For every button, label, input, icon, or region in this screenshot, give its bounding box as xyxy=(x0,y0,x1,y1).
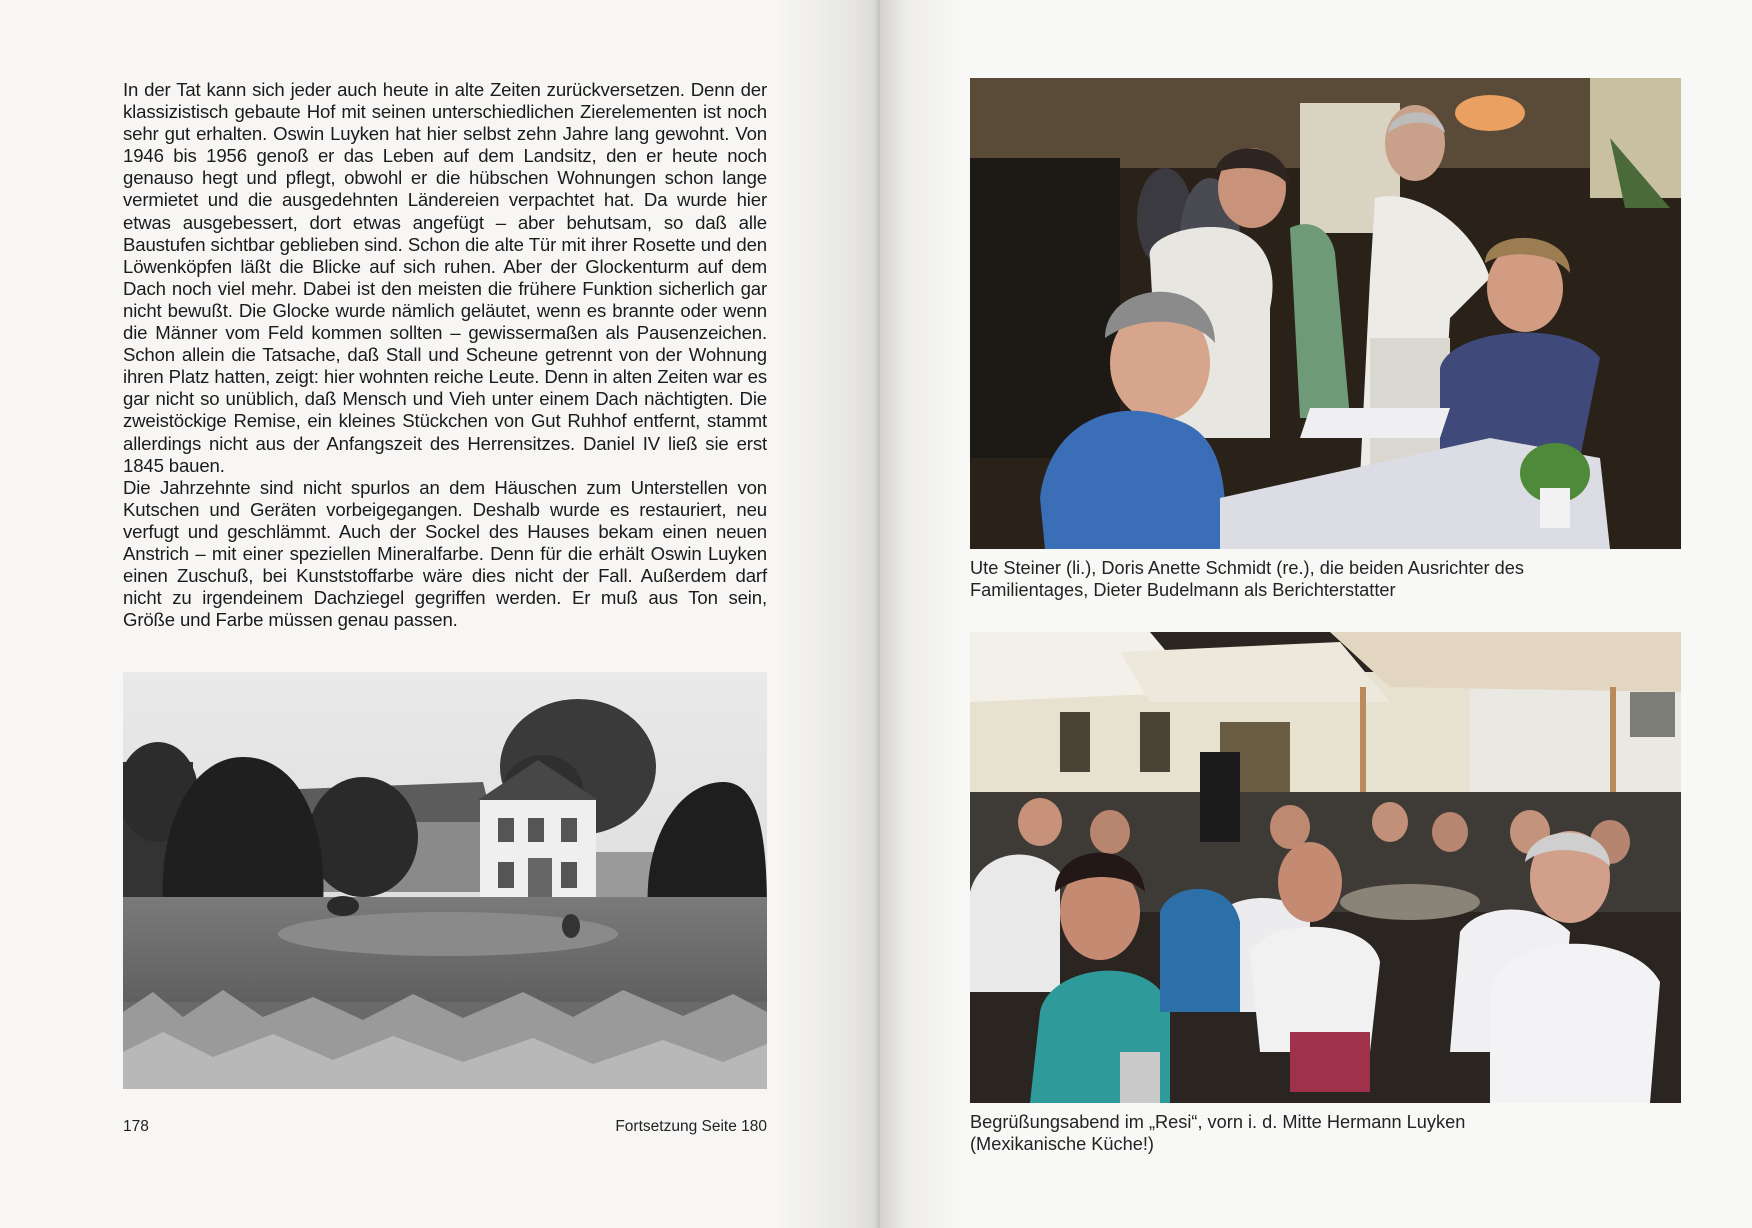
caption-organizers-line-1: Ute Steiner (li.), Doris Anette Schmidt (re.), die beiden Ausrichter des xyxy=(970,558,1524,578)
welcome-evening-resi-photo xyxy=(970,632,1681,1103)
caption-welcome-line-1: Begrüßungsabend im „Resi“, vorn i. d. Mitte Hermann Luyken xyxy=(970,1112,1466,1132)
page-number: 178 xyxy=(123,1118,149,1135)
paragraph-1: In der Tat kann sich jeder auch heute in alte Zeiten zurückversetzen. Denn der klassizistisch gebaute Hof mit seinen unterschiedlichen Zierelementen ist noch sehr gut erhalten. Oswin Luyken hat hier selbst zehn Jahre lang gewohnt. Von 1946 bis 1956 genoß er das Leben auf dem Landsitz, den er heute noch genauso hegt und pflegt, obwohl er die hübschen Wohnungen schon lange vermietet und die ausgedehnten Ländereien verpachtet hat. Da wurde hier etwas ausgebessert, dort etwas angefügt – aber behutsam, so daß alle Baustufen sichtbar geblieben sind. Schon die alte Tür mit ihrer Rosette und den Löwenköpfen läßt die Blicke auf sich ruhen. Aber der Glockenturm auf dem Dach noch viel mehr. Dabei ist den meisten die frühere Funktion sicherlich gar nicht bewußt. Die Glocke wurde nämlich geläutet, wenn es brannte oder wenn die Männer vom Feld kommen sollten – gewissermaßen als Pausenzeichen. Schon allein die Tatsache, daß Stall und Scheune getrennt von der Wohnung ihren Platz hatten, zeigt: hier wohnten reiche Leute. Denn in alten Zeiten war es gar nicht so unüblich, daß Mensch und Vieh unter einem Dach nächtigten. Die zweistöckige Remise, ein kleines Stückchen von Gut Ruhhof entfernt, stammt allerdings nicht aus der Anfangszeit des Herrensitzes. Daniel IV ließ sie erst 1845 bauen. xyxy=(123,79,767,476)
article-body xyxy=(123,79,767,631)
continuation-note: Fortsetzung Seite 180 xyxy=(615,1118,767,1135)
caption-welcome-line-2: (Mexikanische Küche!) xyxy=(970,1134,1154,1154)
caption-welcome-evening xyxy=(970,1111,1690,1155)
paragraph-2: Die Jahrzehnte sind nicht spurlos an dem Häuschen zum Unterstellen von Kutschen und Geräten vorbeigegangen. Deshalb wurde es restauriert, neu verfugt und geschlämmt. Auch der Sockel des Hauses bekam einen neuen Anstrich – mit einer speziellen Mineralfarbe. Denn für die erhält Oswin Luyken einen Zuschuß, bei Kunststoffarbe wäre dies nicht der Fall. Außerdem darf nicht zu irgendeinem Dachziegel gegriffen werden. Er muß aus Ton sein, Größe und Farbe müssen genau passen. xyxy=(123,476,767,631)
caption-organizers xyxy=(970,557,1690,601)
manor-house-photo xyxy=(123,672,767,1089)
caption-organizers-line-2: Familientages, Dieter Budelmann als Berichterstatter xyxy=(970,580,1396,600)
family-day-organizers-photo xyxy=(970,78,1681,549)
